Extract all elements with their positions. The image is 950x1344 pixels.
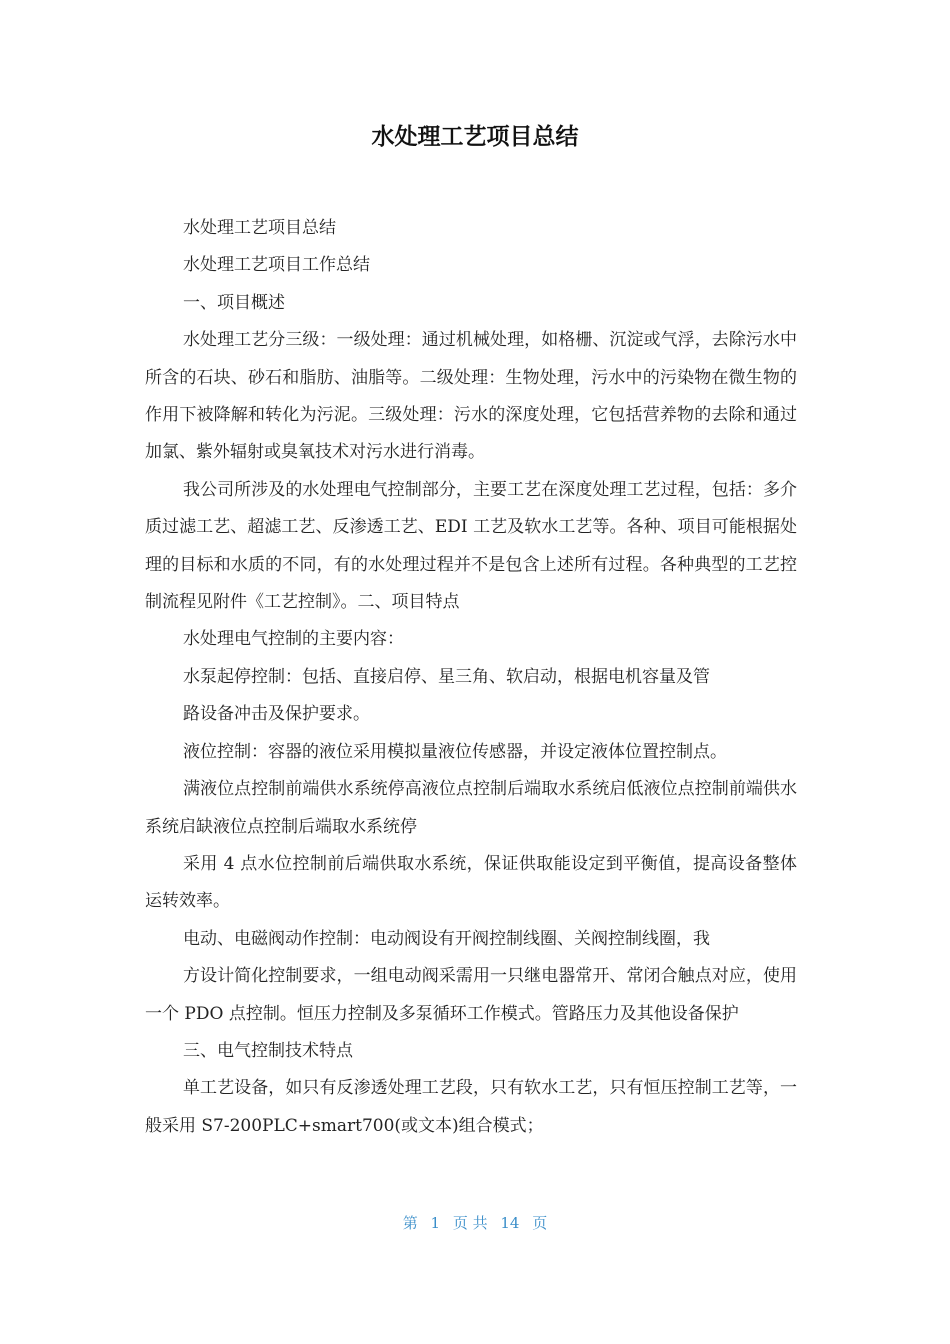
paragraph-pump-control-cont: 路设备冲击及保护要求。 [183, 704, 370, 725]
document-title: 水处理工艺项目总结 [371, 124, 579, 150]
page-footer [0, 1212, 950, 1233]
footer-prefix: 第 [402, 1214, 418, 1232]
paragraph-valve-control-cont: 方设计简化控制要求，一组电动阀采需用一只继电器常开、常闭合触点对应，使用一个 PDO 点控制。恒压力控制及多泵循环工作模式。管路压力及其他设备保护 [145, 966, 797, 1024]
section-heading-features: 三、电气控制技术特点 [183, 1040, 353, 1061]
paragraph-pump-control: 水泵起停控制：包括、直接启停、星三角、软启动，根据电机容量及管 [183, 666, 710, 687]
paragraph-2: 水处理工艺项目工作总结 [183, 255, 370, 276]
paragraph-treatment-levels: 水处理工艺分三级：一级处理：通过机械处理，如格栅、沉淀或气浮，去除污水中所含的石块、砂石和脂肪、油脂等。二级处理：生物处理，污水中的污染物在微生物的作用下被降解和转化为污泥。三级处理：污水的深度处理，它包括营养物的去除和通过加氯、紫外辐射或臭氧技术对污水进行消毒。 [145, 330, 797, 463]
footer-middle: 页 共 [452, 1214, 488, 1232]
paragraph-four-point-control: 采用 4 点水位控制前后端供取水系统，保证供取能设定到平衡值，提高设备整体运转效率。 [145, 853, 797, 912]
paragraph-1: 水处理工艺项目总结 [183, 218, 336, 238]
paragraph-main-content: 水处理电气控制的主要内容： [183, 629, 404, 650]
section-heading-overview: 一、项目概述 [183, 292, 285, 313]
footer-suffix: 页 [532, 1214, 548, 1232]
paragraph-company-scope: 我公司所涉及的水处理电气控制部分，主要工艺在深度处理工艺过程，包括：多介质过滤工艺、超滤工艺、反渗透工艺、EDI 工艺及软水工艺等。各种、项目可能根据处理的目标和水质的不同，有的水处理过程并不是包含上述所有过程。各种典型的工艺控制流程见附件《工艺控制》。二、项目特点 [145, 479, 797, 613]
paragraph-level-control: 液位控制：容器的液位采用模拟量液位传感器，并设定液体位置控制点。 [183, 741, 727, 762]
paragraph-valve-control: 电动、电磁阀动作控制：电动阀设有开阀控制线圈、关阀控制线圈，我 [183, 928, 710, 949]
footer-total-pages: 14 [500, 1214, 520, 1232]
paragraph-level-points: 满液位点控制前端供水系统停高液位点控制后端取水系统启低液位点控制前端供水系统启缺液位点控制后端取水系统停 [145, 779, 797, 837]
paragraph-single-process: 单工艺设备，如只有反渗透处理工艺段，只有软水工艺，只有恒压控制工艺等，一般采用 S7-200PLC+smart700(或文本)组合模式； [145, 1078, 797, 1136]
footer-current-page: 1 [430, 1214, 441, 1232]
document-body [145, 210, 797, 1145]
